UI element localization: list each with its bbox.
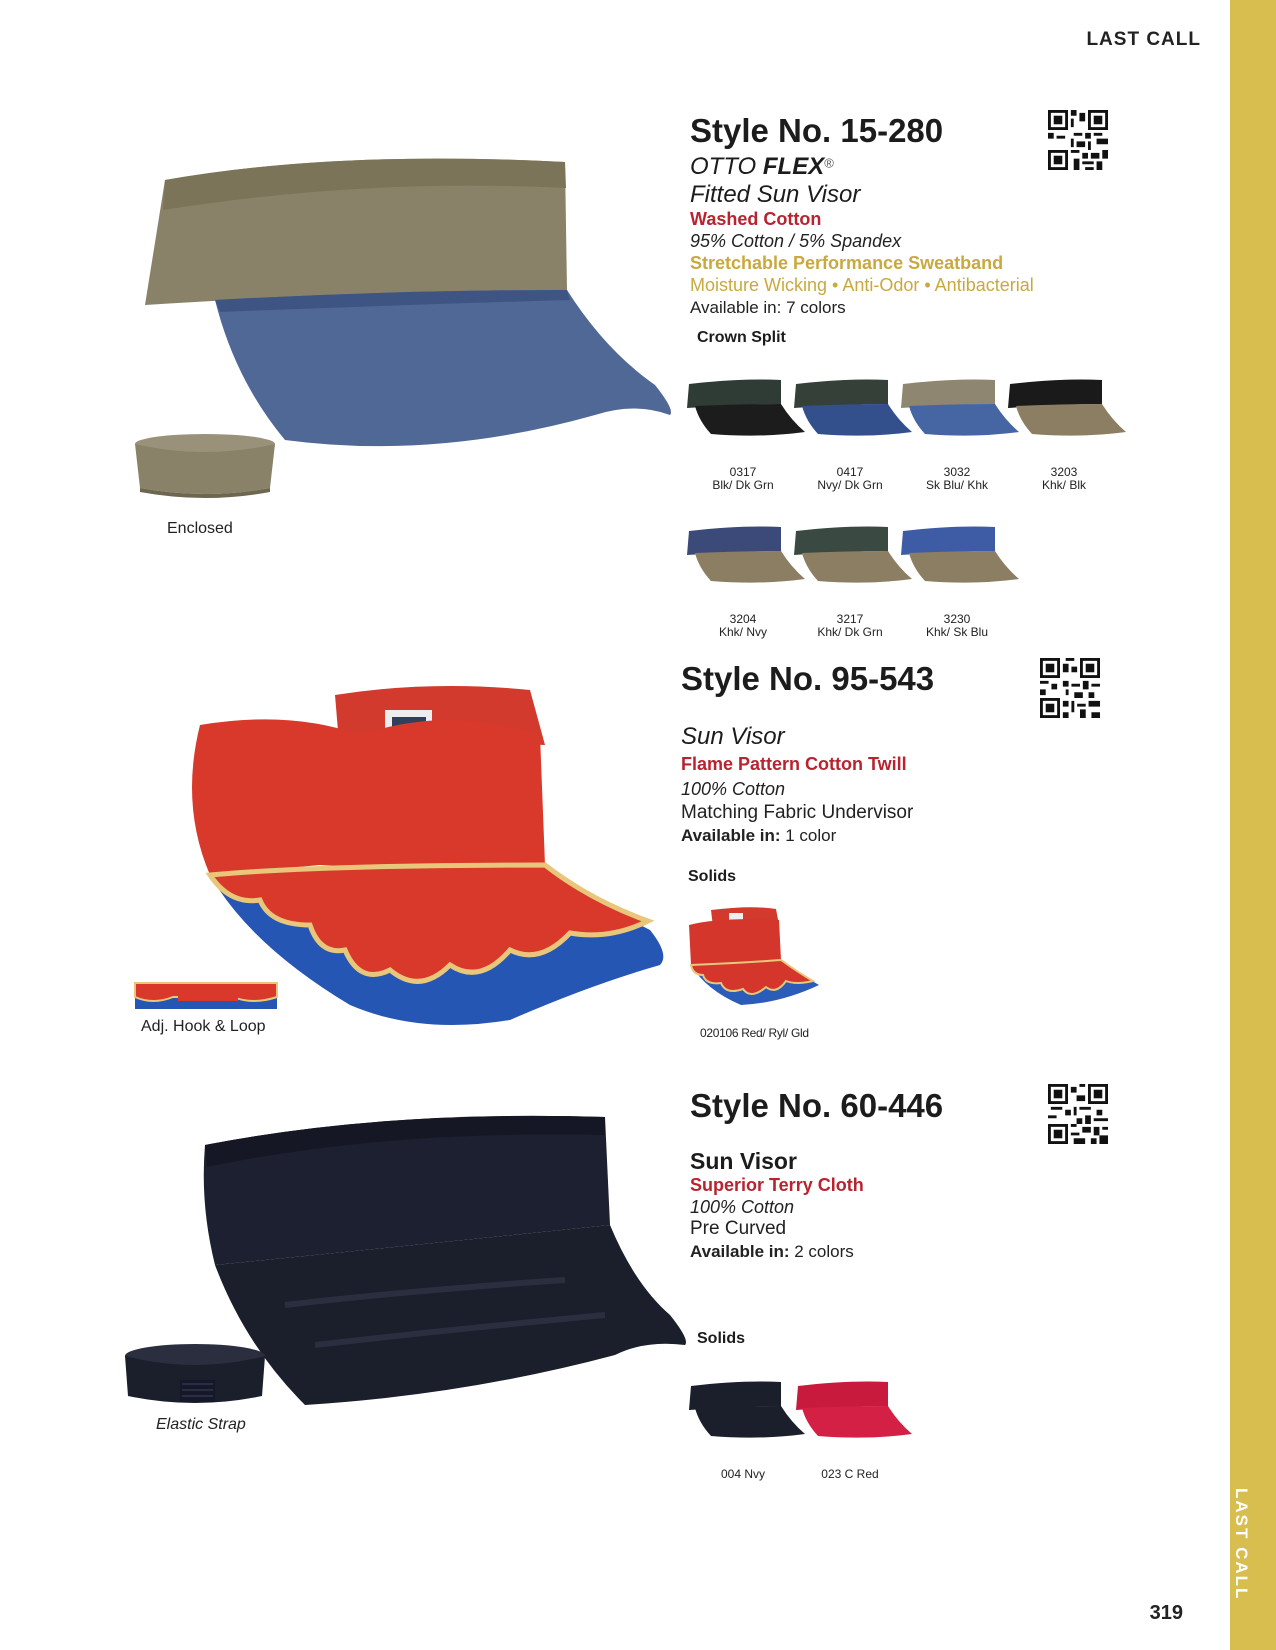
visor-swatch-icon [788,1378,912,1438]
swatch-name: C Red [844,1467,879,1481]
availability [690,1242,854,1262]
swatch-name: Nvy [744,1467,766,1481]
style-number: Style No. 15-280 [690,112,944,149]
swatch-3204[interactable] [681,523,805,639]
visor-swatch-icon [681,523,805,583]
swatch-3203[interactable] [1002,376,1126,492]
feature-sweatband: Stretchable Performance Sweatband [690,253,1004,273]
product-name: Sun Visor [690,1148,797,1174]
composition: 100% Cotton [690,1197,795,1217]
sidebar-label: LAST CALL [1232,1488,1251,1601]
brand-bold: FLEX [762,153,825,180]
visor-swatch-icon [681,1378,805,1438]
swatch-0417[interactable] [788,376,912,492]
swatch-name: Khk/ Dk Grn [817,625,883,639]
brand-line [690,153,834,181]
composition: 95% Cotton / 5% Spandex [690,231,902,251]
visor-swatch-icon [1002,376,1126,436]
availability: Available in: 7 colors [690,298,846,317]
elastic-strap-image [120,1340,270,1412]
swatch-code: 0417 [836,465,864,479]
availability-value: 1 color [780,826,837,845]
fitted-sun-visor-image [135,140,690,460]
qr-code-icon[interactable] [1048,110,1108,170]
hook-loop-strap-image [133,975,279,1019]
swatch-code: 023 [821,1467,842,1481]
group-label: Crown Split [697,329,786,346]
group-label: Solids [688,868,737,885]
swatch-code: 3217 [836,612,864,626]
product-name: Fitted Sun Visor [690,181,861,208]
swatch-name: Khk/ Sk Blu [925,625,989,639]
swatch-code: 004 [720,1467,741,1481]
swatch-code: 3203 [1050,465,1078,479]
style-number: Style No. 95-543 [681,660,935,697]
swatch-3032[interactable] [895,376,1019,492]
swatch-code: 3032 [943,465,971,479]
swatch-name: Nvy/ Dk Grn [817,478,883,492]
feature: Matching Fabric Undervisor [681,802,914,823]
sidebar-band [1230,0,1276,1650]
swatch-name: Khk/ Blk [1041,478,1086,492]
section-header: LAST CALL [1086,29,1201,50]
visor-swatch-icon [788,376,912,436]
swatch-name: Khk/ Nvy [718,625,767,639]
feature: Pre Curved [690,1218,787,1239]
swatch-023[interactable] [788,1378,912,1481]
material: Washed Cotton [690,209,822,229]
swatch-3230[interactable] [895,523,1019,639]
availability-label: Available in: [690,1242,790,1261]
material: Flame Pattern Cotton Twill [681,754,907,774]
qr-code-icon[interactable] [1040,658,1100,718]
visor-swatch-icon [895,376,1019,436]
page-number: 319 [1149,1602,1183,1624]
swatch-3217[interactable] [788,523,912,639]
visor-swatch-icon [681,376,805,436]
visor-swatch-icon [681,905,821,1005]
availability-value: 2 colors [789,1242,854,1261]
composition: 100% Cotton [681,779,786,799]
brand-prefix: OTTO [690,153,763,180]
swatch-name: Blk/ Dk Grn [712,478,774,492]
qr-code-icon[interactable] [1048,1084,1108,1144]
swatch-020106[interactable] [681,905,821,1040]
closure-caption: Enclosed [167,520,233,537]
swatch-code: 0317 [729,465,757,479]
feature-wicking: Moisture Wicking • Anti-Odor • Antibacterial [690,275,1034,295]
closure-caption: Elastic Strap [156,1416,246,1433]
visor-swatch-icon [895,523,1019,583]
swatch-name: Red/ Ryl/ Gld [741,1026,809,1040]
style-number: Style No. 60-446 [690,1087,944,1124]
swatch-label [681,1027,821,1040]
product-name: Sun Visor [681,723,785,750]
swatch-code: 3230 [943,612,971,626]
swatch-label [788,1468,912,1481]
swatch-code: 020106 [700,1026,739,1040]
swatch-code: 3204 [729,612,757,626]
enclosed-band-image [132,430,278,502]
group-label: Solids [697,1330,746,1347]
swatch-name: Sk Blu/ Khk [925,478,989,492]
swatch-004[interactable] [681,1378,805,1481]
availability-label: Available in: [681,826,781,845]
material: Superior Terry Cloth [690,1175,864,1195]
availability [681,826,836,846]
registered-mark: ® [824,155,834,171]
visor-swatch-icon [788,523,912,583]
swatch-label [681,1468,805,1481]
closure-caption: Adj. Hook & Loop [141,1018,266,1035]
swatch-0317[interactable] [681,376,805,492]
